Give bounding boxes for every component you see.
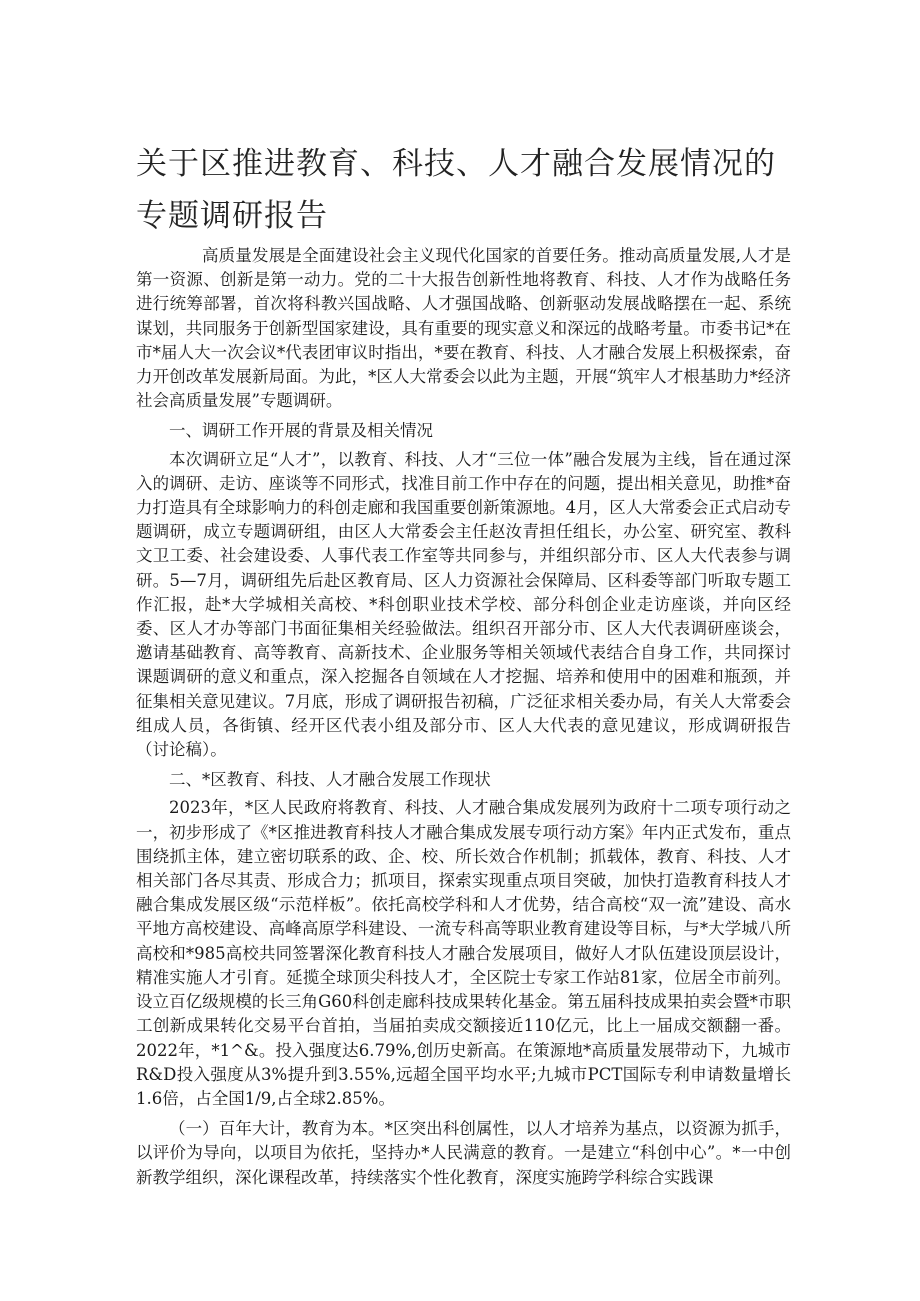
section-1-paragraph: 本次调研立足“人才”，以教育、科技、人才“三位一体”融合发展为主线，旨在通过深入的调研、走访、座谈等不同形式，找准目前工作中存在的问题，提出相关意见，助推*奋力打造具有全球影响力的科创走廊和我国重要创新策源地。4月，区人大常委会正式启动专题调研，成立专题调研组，由区人大常委会主任赵汝青担任组长，办公室、研究室、教科文卫工委、社会建设委、人事代表工作室等共同参与，并组织部分市、区人大代表参与调研。5—7月，调研组先后赴区教育局、区人力资源社会保障局、区科委等部门听取专题工作汇报，赴*大学城相关高校、*科创职业技术学校、部分科创企业走访座谈，并向区经委、区人才办等部门书面征集相关经验做法。组织召开部分市、区人大代表调研座谈会，邀请基础教育、高等教育、高新技术、企业服务等相关领域代表结合自身工作，共同探讨课题调研的意义和重点，深入挖掘各自领域在人才挖掘、培养和使用中的困难和瓶颈，并征集相关意见建议。7月底，形成了调研报告初稿，广泛征求相关委办局，有关人大常委会组成人员，各街镇、经开区代表小组及部分市、区人大代表的意见建议，形成调研报告（讨论稿）。 xyxy=(136,449,791,760)
document-title: 关于区推进教育、科技、人才融合发展情况的专题调研报告 xyxy=(136,146,776,234)
section-1-heading: 一、调研工作开展的背景及相关情况 xyxy=(169,421,433,441)
document-body xyxy=(136,244,791,1190)
section-2-paragraph: 2023年，*区人民政府将教育、科技、人才融合集成发展列为政府十二项专项行动之一，初步形成了《*区推进教育科技人才融合集成发展专项行动方案》年内正式发布，重点围绕抓主体，建立密切联系的政、企、校、所长效合作机制；抓载体，教育、科技、人才相关部门各尽其责、形成合力；抓项目，探索实现重点项目突破，加快打造教育科技人才融合集成发展区级“示范样板”。依托高校学科和人才优势，结合高校“双一流”建设、高水平地方高校建设、高峰高原学科建设、一流专科高等职业教育建设等目标，与*大学城八所高校和*985高校共同签署深化教育科技人才融合发展项目，做好人才队伍建设顶层设计，精准实施人才引育。延揽全球顶尖科技人才，全区院士专家工作站81家，位居全市前列。设立百亿级规模的长三角G60科创走廊科技成果转化基金。第五届科技成果拍卖会暨*市职工创新成果转化交易平台首拍，当届拍卖成交额接近110亿元，比上一届成交额翻一番。2022年，*1^&。投入强度达6.79%,创历史新高。在策源地*高质量发展带动下，九城市R&D投入强度从3%提升到3.55%,远超全国平均水平;九城市PCT国际专利申请数量增长1.6倍，占全国1/9,占全球2.85%。 xyxy=(136,798,791,1108)
section-2-heading: 二、*区教育、科技、人才融合发展工作现状 xyxy=(169,770,491,790)
intro-paragraph: 高质量发展是全面建设社会主义现代化国家的首要任务。推动高质量发展,人才是第一资源、创新是第一动力。党的二十大报告创新性地将教育、科技、人才作为战略任务进行统筹部署，首次将科教兴国战略、人才强国战略、创新驱动发展战略摆在一起、系统谋划，共同服务于创新型国家建设，具有重要的现实意义和深远的战略考量。市委书记*在市*届人大一次会议*代表团审议时指出，*要在教育、科技、人才融合发展上积极探索，奋力开创改革发展新局面。为此，*区人大常委会以此为主题，开展“筑牢人才根基助力*经济社会高质量发展”专题调研。 xyxy=(136,246,791,411)
section-2-subsection-1-paragraph: （一）百年大计，教育为本。*区突出科创属性，以人才培养为基点，以资源为抓手，以评价为导向，以项目为依托，坚持办*人民满意的教育。一是建立“科创中心”。*一中创新教学组织，深化课程改革，持续落实个性化教育，深度实施跨学科综合实践课 xyxy=(136,1119,791,1187)
